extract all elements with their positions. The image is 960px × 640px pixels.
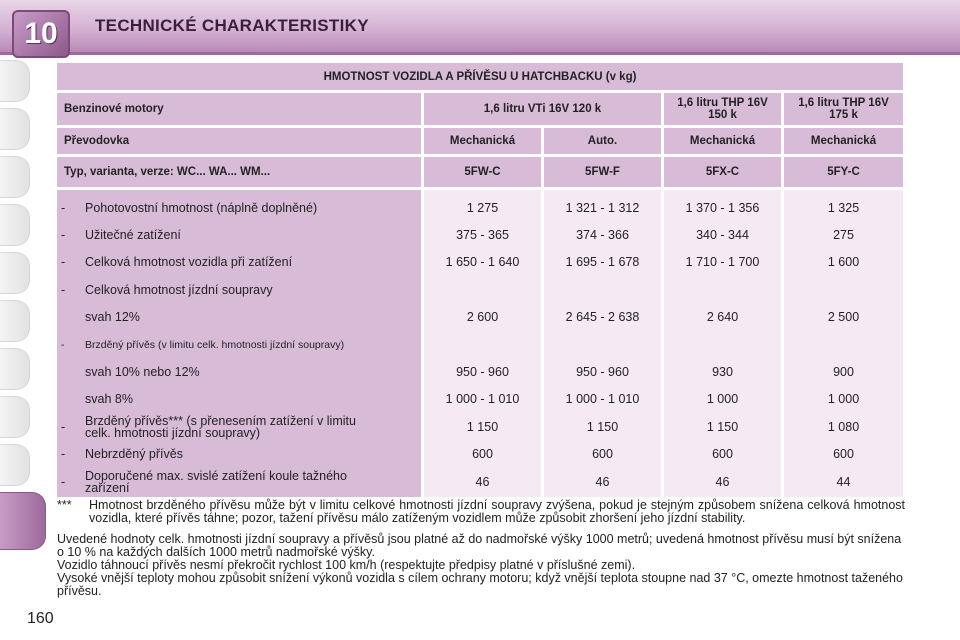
chapter-tab[interactable] [0, 60, 30, 102]
row-label-text: svah 12% [85, 310, 140, 325]
footnote-mark: *** [57, 498, 72, 512]
label-column [57, 190, 421, 497]
table-row-label [57, 304, 421, 331]
row-label-text: Doporučené max. svislé zatížení koule tažného zařízení [85, 468, 347, 495]
gearbox-row [57, 128, 903, 154]
table-cell: 1 150 [706, 419, 739, 434]
row-label-text: Celková hmotnost vozidla při zatížení [85, 255, 293, 270]
table-cell: 900 [833, 365, 854, 380]
footnote-text: Hmotnost brzděného přívěsu může být v limitu celkové hmotnosti jízdní soupravy zvýšena, pokud je stejným způsobem snížena celková hmotnost vozidla, které přívěs táhne; pozor, tažení přívěsu málo zatíženým vozidlem může způsobit zhoršení jeho jízdní stability. [89, 498, 905, 525]
table-cell: 1 000 [827, 392, 860, 407]
chapter-tab[interactable] [0, 156, 30, 198]
row-label-text: svah 10% nebo 12% [85, 365, 200, 380]
table-cell: 374 - 366 [576, 228, 629, 243]
table-cell: 950 - 960 [456, 365, 509, 380]
chapter-badge: 10 [12, 10, 70, 58]
chapter-tab[interactable] [0, 444, 30, 486]
type-row [57, 157, 903, 187]
table-cell: 1 150 [586, 419, 619, 434]
row-label-text: Brzděný přívěs (v limitu celk. hmotnosti jízdní soupravy) [85, 338, 345, 351]
page-title: TECHNICKÉ CHARAKTERISTIKY [95, 16, 369, 35]
table-row-label [57, 468, 421, 495]
row-label-text: Pohotovostní hmotnost (náplně doplněné) [85, 200, 318, 215]
row-dash: - [61, 419, 66, 434]
table-cell: 600 [833, 447, 854, 462]
note-line: Uvedené hodnoty celk. hmotnosti jízdní soupravy a přívěsů jsou platné až do nadmořské výšky 1000 metrů; uvedená hmotnost přívěsu musí být snížena o 10 % na každých dalších 1000 metrů nadmořské výšky. [57, 532, 902, 559]
row-label-text: Brzděný přívěs*** (s přenesením zatížení v limitu celk. hmotnosti jízdní soupravy) [85, 413, 356, 440]
engine-row [57, 93, 903, 125]
gearbox-cell: Mechanická [664, 128, 781, 154]
gearbox-cell: Auto. [544, 128, 661, 154]
table-cell: 1 150 [466, 419, 499, 434]
table-row-label [57, 441, 421, 468]
table-cell [544, 331, 661, 358]
engine-row-label: Benzinové motory [57, 93, 421, 125]
chapter-tab[interactable] [0, 300, 30, 342]
table-cell: 1 000 - 1 010 [565, 392, 640, 407]
table-cell: 1 275 [466, 200, 499, 215]
table-cell [664, 276, 781, 303]
table-cell: 930 [712, 365, 733, 380]
table-cell: 950 - 960 [576, 365, 629, 380]
chapter-tab[interactable] [0, 348, 30, 390]
table-cell [424, 331, 541, 358]
table-cell: 1 000 - 1 010 [445, 392, 520, 407]
table-cell: 1 710 - 1 700 [685, 255, 760, 270]
table-row-label [57, 221, 421, 248]
row-dash: - [61, 255, 66, 270]
row-dash: - [61, 338, 65, 351]
value-column [424, 190, 541, 497]
table-cell [784, 276, 903, 303]
note-paragraph [57, 533, 905, 598]
table-cell: 1 370 - 1 356 [685, 200, 760, 215]
table-cell: 2 500 [827, 310, 860, 325]
table-row-label [57, 358, 421, 385]
table-cell: 600 [712, 447, 733, 462]
table-cell [424, 276, 541, 303]
type-row-label: Typ, varianta, verze: WC... WA... WM... [57, 157, 421, 187]
table-cell: 2 600 [466, 310, 499, 325]
footnote [57, 499, 905, 525]
weights-table [57, 63, 903, 497]
table-cell: 340 - 344 [696, 228, 749, 243]
notes [57, 499, 905, 598]
table-cell [544, 276, 661, 303]
gearbox-cell: Mechanická [424, 128, 541, 154]
note-line: Vysoké vnější teploty mohou způsobit snížení výkonů vozidla s cílem ochrany motoru; když vnější teplota stoupne nad 37 °C, omezte hmotnost taženého přívěsu. [57, 571, 903, 598]
table-cell: 1 600 [827, 255, 860, 270]
engine-cell: 1,6 litru THP 16V 150 k [664, 93, 781, 125]
table-cell: 2 645 - 2 638 [565, 310, 640, 325]
chapter-tabs [0, 60, 34, 556]
table-row-label [57, 413, 421, 440]
chapter-tab[interactable] [0, 204, 30, 246]
type-cell: 5FW-C [424, 157, 541, 187]
chapter-tab[interactable] [0, 108, 30, 150]
table-cell: 600 [592, 447, 613, 462]
row-dash: - [61, 228, 66, 243]
table-cell: 1 695 - 1 678 [565, 255, 640, 270]
chapter-tab[interactable] [0, 252, 30, 294]
table-cell: 1 080 [827, 419, 860, 434]
table-cell: 1 321 - 1 312 [565, 200, 640, 215]
table-row-label [57, 386, 421, 413]
gearbox-row-label: Převodovka [57, 128, 421, 154]
row-dash: - [61, 282, 66, 297]
table-cell: 46 [475, 474, 490, 489]
row-label-text: Celková hmotnost jízdní soupravy [85, 282, 273, 297]
table-cell: 1 325 [827, 200, 860, 215]
table-cell: 1 000 [706, 392, 739, 407]
gearbox-cell: Mechanická [784, 128, 903, 154]
table-cell [664, 331, 781, 358]
table-cell: 44 [836, 474, 851, 489]
type-cell: 5FX-C [664, 157, 781, 187]
table-title: HMOTNOST VOZIDLA A PŘÍVĚSU U HATCHBACKU (v kg) [57, 63, 903, 90]
header-divider [0, 52, 960, 55]
row-dash: - [61, 474, 66, 489]
table-cell: 46 [595, 474, 610, 489]
row-label-text: svah 8% [85, 392, 133, 407]
table-row-label [57, 249, 421, 276]
row-label-text: Nebrzděný přívěs [85, 447, 183, 462]
table-cell: 2 640 [706, 310, 739, 325]
table-row-label [57, 331, 421, 358]
note-line: Vozidlo táhnoucí přívěs nesmí překročit rychlost 100 km/h (respektujte předpisy platné v příslušné zemi). [57, 558, 636, 572]
table-row-label [57, 276, 421, 303]
engine-cell: 1,6 litru VTi 16V 120 k [424, 93, 661, 125]
table-cell: 600 [472, 447, 493, 462]
value-column [784, 190, 903, 497]
table-row-label [57, 194, 421, 221]
type-cell: 5FY-C [784, 157, 903, 187]
value-column [664, 190, 781, 497]
table-cell: 46 [715, 474, 730, 489]
page-number: 160 [27, 610, 54, 627]
table-cell: 275 [833, 228, 854, 243]
row-label-text: Užitečné zatížení [85, 228, 181, 243]
table-cell [784, 331, 903, 358]
chapter-tab-active[interactable] [0, 492, 46, 550]
engine-cell: 1,6 litru THP 16V 175 k [784, 93, 903, 125]
chapter-tab[interactable] [0, 396, 30, 438]
table-cell: 375 - 365 [456, 228, 509, 243]
value-column [544, 190, 661, 497]
table-cell: 1 650 - 1 640 [445, 255, 520, 270]
table-body [57, 190, 903, 497]
row-dash: - [61, 447, 66, 462]
row-dash: - [61, 200, 66, 215]
type-cell: 5FW-F [544, 157, 661, 187]
